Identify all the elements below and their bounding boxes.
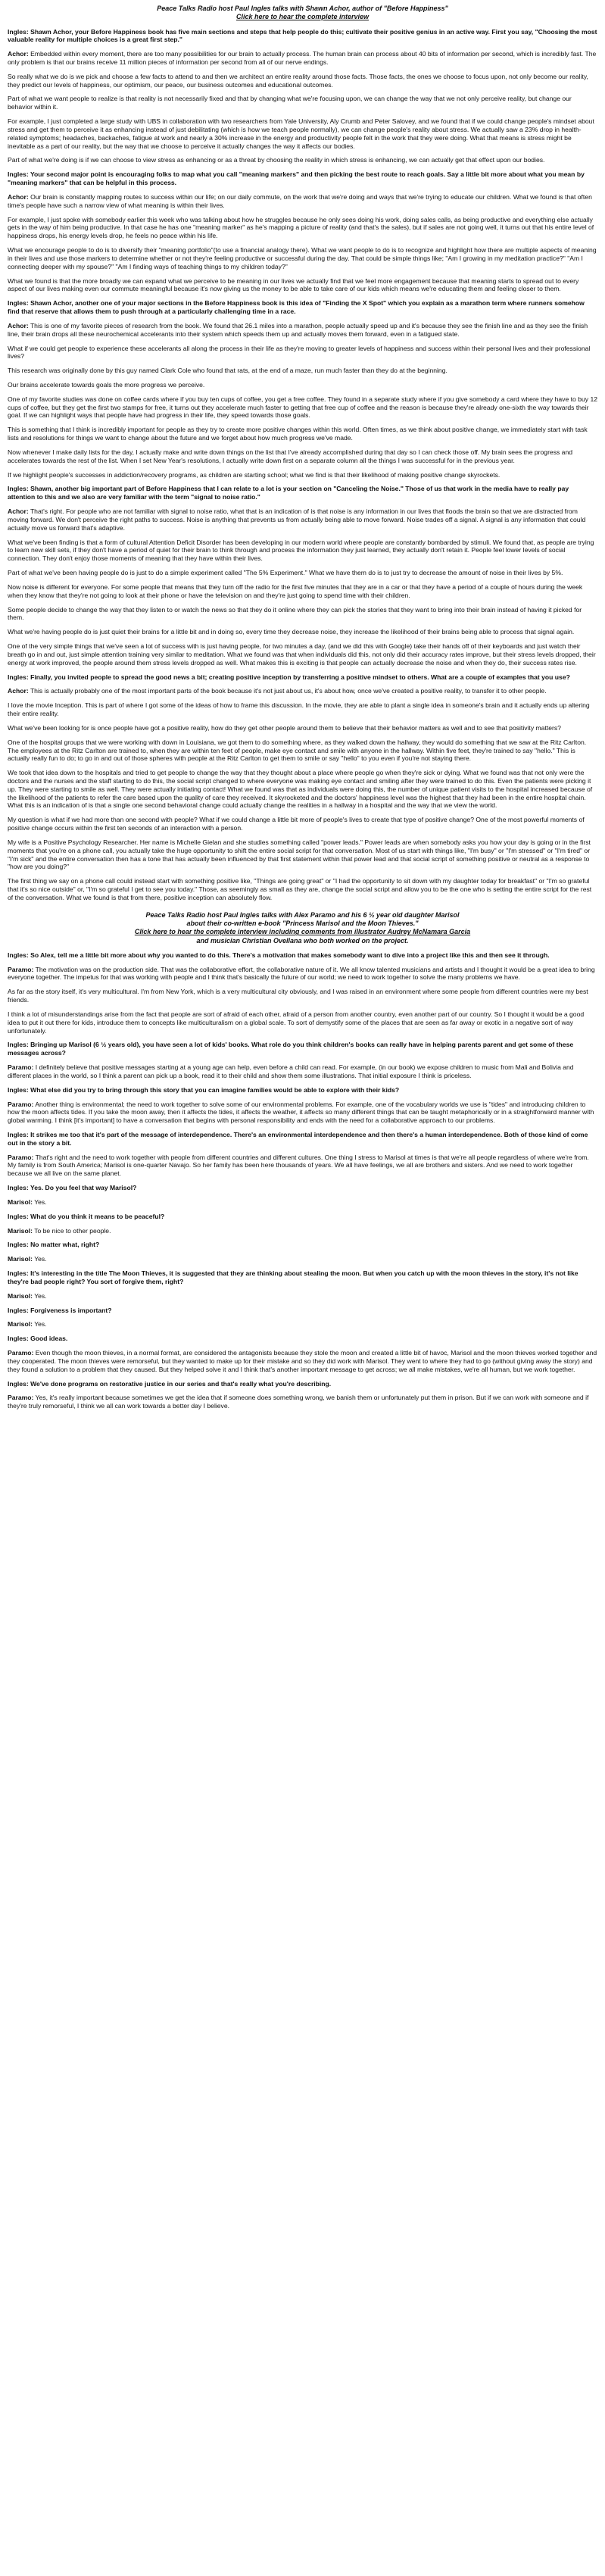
paragraph-text: Now noise is different for everyone. For some people that means that they turn off the radio for the first five minutes that they are in a car or that they have a period of a couple of hours during the week when they know that they're not going to look at their phone or have the television on and they're just going to spend time with their children. (8, 582, 583, 599)
paragraph-text: Another thing is environmental; the need to work together to solve some of our environmental problems. For example, one of the vocabulary worlds we use is "tides" and introducing children to how the moon affects tides. If you take the moon away, then it affects the tides, it affects the weather, it affects so many different things that can be taught metaphorically or in a straightforward manner with global warming. I think [it's important] to have a conversation that begins with personal responsibility and ends with the need for a collaborative approach to our problems. (8, 1100, 594, 1125)
answer-paragraph (8, 156, 597, 164)
speaker-label: Marisol: (8, 1255, 33, 1263)
paramo-complete-interview-link[interactable]: Click here to hear the complete interview including comments from illustrator Audrey McNamara Garcia (134, 928, 471, 936)
answer-paragraph (8, 277, 597, 294)
interviewer-question (8, 28, 597, 45)
paramo-interview-section (8, 911, 597, 1410)
paragraph-text: One of the very simple things that we've seen a lot of success with is just having people, for two minutes a day, (and we did this with Google) take their hands off of their keyboards and just watch their breath go in and out, just simple attention training very similar to meditation. What we found was that when individuals did this, not only did their accuracy rates improve, but their stress levels dropped, their energy at work improved, the people around them stress levels dropped as well. What makes this is exciting is that people can actually decrease the noise and when they do, their success rates rise. (8, 642, 596, 667)
speaker-label: Ingles: (8, 1335, 29, 1343)
answer-paragraph (8, 395, 597, 420)
speaker-label: Paramo: (8, 1100, 34, 1108)
interviewer-question (8, 299, 597, 316)
paragraph-text: I think a lot of misunderstandings arise from the fact that people are sort of afraid of each other, afraid of a person from another country, even another part of our country. So I thought it would be a good idea to put it out there for kids, introduce them to concepts like multiculturalism on a global scale. To sort of demystify some of the places that are seen as far away or exotic in a negative sort of way unfortunately. (8, 1010, 585, 1035)
paramo-transcript-body (8, 951, 597, 1410)
interviewer-question (8, 1241, 597, 1249)
paramo-header-subtitle: about their co-written e-book "Princess Marisol and the Moon Thieves." (186, 920, 419, 927)
answer-paragraph (8, 117, 597, 150)
paragraph-text: To be nice to other people. (34, 1226, 111, 1235)
answer-paragraph (8, 345, 597, 361)
answer-paragraph (8, 569, 597, 577)
paragraph-text: Part of what we want people to realize is that reality is not necessarily fixed and that by changing what we're focusing upon, we can change the way that we not only perceive reality, but change our behavior within it. (8, 95, 572, 111)
interviewee-answer (8, 1063, 597, 1080)
speaker-label: Ingles: (8, 1131, 29, 1138)
speaker-label: Marisol: (8, 1320, 33, 1329)
paragraph-text: Forgiveness is important? (30, 1306, 112, 1314)
answer-paragraph (8, 539, 597, 563)
paragraph-text: My wife is a Positive Psychology Researcher. Her name is Michelle Gielan and she studies something called "power leads." Power leads are when somebody asks you how your day is going or in the first moments that you're on a phone call, you actually take the huge opportunity to shift the entire social script for that conversation. Most of us start with things like, "I'm busy" or "I'm stressed" or "I'm tired" or "I'm sick" and the entire conversation then has a tone that has actually been influenced by that first statement within that power lead and that social script of something positive or neutral as a response to "how are you doing?" (8, 838, 591, 871)
answer-paragraph (8, 246, 597, 270)
paragraph-text: So really what we do is we pick and choose a few facts to attend to and then we architect an entire reality around those facts. Those facts, the ones we choose to focus upon, not only become our reality, they predict our levels of happiness, our optimism, our peace, our business outcomes and educational outcomes. (8, 72, 588, 89)
paragraph-text: That's right. For people who are not familiar with signal to noise ratio, what that is an indication of is that noise is any information in our lives that floods the brain so that we are distracted from moving forward. We don't perceive the right paths to success. Noise is anything that prevents us from actually being able to move forward. Noise trades off a signal. A signal is any information that could actually move us forward that's adaptive. (8, 507, 586, 532)
answer-paragraph (8, 642, 597, 667)
speaker-label: Ingles: (8, 951, 29, 959)
answer-paragraph (8, 769, 597, 810)
paragraph-text: Yes. (34, 1255, 47, 1263)
answer-paragraph (8, 583, 597, 600)
transcript-page (8, 0, 597, 1422)
speaker-label: Ingles: (8, 299, 29, 308)
achor-interview-section (8, 5, 597, 902)
interviewee-answer (8, 1154, 597, 1178)
answer-paragraph (8, 816, 597, 832)
interviewer-question (8, 1086, 597, 1094)
paragraph-text: Yes, it's really important because sometimes we get the idea that if someone does something wrong, we banish them or unfortunately put them in prison. But if we can work with someone and if they're truly remorseful, I think we all can work towards a better day I believe. (8, 1394, 589, 1410)
paragraph-text: I definitely believe that positive messages starting at a young age can help, even before a child can read. For example, (in our book) we expose children to music from Mali and Bolivia and different places in the world, so I think a parent can pick up a book, read it to their child and show them some illustrations. That initial exposure I think is priceless. (8, 1063, 574, 1079)
paragraph-text: Shawn Achor, your Before Happiness book has five main sections and steps that help people do this; cultivate their positive genius in an active way. First you say, "Choosing the most valuable reality for multiple choices is a great first step." (8, 27, 597, 44)
achor-complete-interview-link[interactable]: Click here to hear the complete interview (235, 13, 370, 21)
paragraph-text: Yes. (34, 1320, 47, 1329)
paragraph-text: What else did you try to bring through this story that you can imagine families would be able to explore with their kids? (30, 1085, 400, 1094)
interviewee-answer (8, 1101, 597, 1125)
paragraph-text: Yes. Do you feel that way Marisol? (30, 1184, 137, 1192)
paragraph-text: This research was originally done by this guy named Clark Cole who found that rats, at the end of a maze, run much faster than they do at the beginning. (8, 367, 448, 375)
answer-paragraph (8, 471, 597, 479)
paragraph-text: This is actually probably one of the most important parts of the book because it's not just about us, it's about how, once we've created a positive reality, to transfer it to other people. (30, 687, 547, 695)
interviewer-question (8, 1213, 597, 1221)
paragraph-text: My question is what if we had more than one second with people? What if we could change a little bit more of people's lives to create that type of positive change? One of the most powerful moments of positive change occurs within the first ten seconds of an interaction with a person. (8, 816, 585, 832)
speaker-label: Ingles: (8, 1041, 29, 1049)
paragraph-text: What we're having people do is just quiet their brains for a little bit and in doing so, every time they decrease noise, they increase the likelihood of their brains being able to process that signal again. (8, 628, 575, 636)
paragraph-text: I love the movie Inception. This is part of where I got some of the ideas of how to frame this discussion. In the movie, they are able to plant a single idea in someone's brain and it actually ends up altering their entire reality. (8, 701, 590, 718)
speaker-label: Ingles: (8, 1379, 29, 1388)
answer-paragraph (8, 95, 597, 111)
answer-paragraph (8, 628, 597, 636)
interviewee-answer (8, 1255, 597, 1263)
paragraph-text: Shawn Achor, another one of your major sections in the Before Happiness book is this idea of "Finding the X Spot" which you explain as a marathon term where runners somehow find that reserve that allows them to push through at a particularly challenging time in a race. (8, 299, 585, 316)
paragraph-text: No matter what, right? (30, 1241, 100, 1249)
paragraph-text: Our brain is constantly mapping routes to success within our life; on our daily commute, on the work that we're doing and ways that we're trying to educate our children. What we found is that often time's people have such a narrow view of what meaning is within their lives. (8, 192, 592, 209)
speaker-label: Paramo: (8, 1349, 34, 1357)
answer-paragraph (8, 367, 597, 375)
answer-paragraph (8, 838, 597, 871)
paragraph-text: What we've been finding is that a form of cultural Attention Deficit Disorder has been developing in our modern world where people are constantly bombarded by stimuli. We found that, as people are trying to learn new skill sets, if they don't have a period of quiet for their brain to think through and process the information they just learned, they actually don't retain it. People feel lower levels of social connection. They don't enjoy those moments of meaning that they have within their lives. (8, 538, 594, 563)
speaker-label: Paramo: (8, 1394, 34, 1402)
speaker-label: Achor: (8, 507, 29, 516)
speaker-label: Ingles: (8, 673, 29, 681)
interviewer-question (8, 951, 597, 960)
achor-header-title: Peace Talks Radio host Paul Ingles talks with Shawn Achor, author of "Before Happiness" (157, 5, 448, 12)
interviewer-question (8, 1380, 597, 1388)
paragraph-text: What if we could get people to experience these accelerants all along the process in their life as they're moving to greater levels of happiness and success within their personal lives and their professional lives? (8, 344, 591, 361)
paragraph-text: As far as the story itself, it's very multicultural. I'm from New York, which is a very multicultural city obviously, and I was raised in an environment where some people from different countries were my best friends. (8, 988, 588, 1004)
paragraph-text: Finally, you invited people to spread the good news a bit; creating positive inception by transferring a positive mindset to others. What are a couple of examples that you use? (30, 673, 570, 681)
paragraph-text: Part of what we're doing is if we can choose to view stress as enhancing or as a threat by choosing the reality in which stress is enhancing, we can actually get that effect upon our bodies. (8, 156, 545, 164)
answer-paragraph (8, 216, 597, 240)
paragraph-text: Yes. (34, 1291, 47, 1300)
speaker-label: Achor: (8, 321, 29, 329)
paragraph-text: For example, I just completed a large study with UBS in collaboration with two researchers from Yale University, Aly Crumb and Peter Salovey, and we found that if we could change people's mindset about stress and get them to perceive it as enhancing instead of just debilitating (which is how we teach people normally), we can change people's reality about stress. We actually saw a 23% drop in health-related symptoms; headaches, backaches, fatigue at work and nearly a 30% increase in the energy and productivity people felt in the work that they were doing. What that means is stress might be inevitable as a part of our reality, but the way that we choose to perceive it actually changes the way it affects our bodies. (8, 117, 594, 150)
paragraph-text: Shawn, another big important part of Before Happiness that I can relate to a lot is your section on "Canceling the Noise." Those of us that work in the media have to really pay attention to this and we also are very familiar with the term "signal to noise ratio." (8, 485, 569, 501)
paragraph-text: Some people decide to change the way that they listen to or watch the news so that they do it online where they can pick the stories that they want to bring into their brain instead of having it picked for them. (8, 605, 582, 622)
interviewee-answer (8, 322, 597, 339)
interviewee-answer (8, 50, 597, 67)
paramo-header-credits: and musician Christian Ovellana who both worked on the project. (196, 936, 409, 945)
interviewee-answer (8, 1349, 597, 1373)
answer-paragraph (8, 724, 597, 732)
interviewee-answer (8, 507, 597, 532)
speaker-label: Achor: (8, 50, 29, 58)
interviewee-answer (8, 966, 597, 982)
paragraph-text: We took that idea down to the hospitals and tried to get people to change the way that they thought about a place where people go when they're sick or dying. What we found was that not only were the doctors and the nurses and the staff starting to do this, the social script changed to where everyone was making eye contact and smiling after they were trained to do this. Even the patients were picking it up. They were starting to smile as well. They were actually initiating contact! What we found was that as individuals were doing this, the number of unique patient visits to the hospital increased because of the likelihood of the patients to refer the care based upon the quality of care they received. It skyrocketed and the doctors' happiness level was the highest that they had been in the entire hospital chain. What this is an indication of is that a single one second behavioral change could actually change the realities in a hallway in a hospital and the way that we view the world. (8, 769, 593, 810)
speaker-label: Marisol: (8, 1226, 33, 1235)
interviewer-question (8, 1184, 597, 1192)
interviewee-answer (8, 1227, 597, 1235)
paragraph-text: For example, I just spoke with somebody earlier this week who was talking about how he struggles because he only sees doing his work, doing sales calls, as being productive and everything else actually gets in the way of him being productive. In that case he has one "meaning marker" as he's mapping a picture of reality (and that's the sales), but if sales are not going well, it turns out that his entire level of happiness drops, his energy levels drop, he feels no peace within his life. (8, 215, 594, 240)
paragraph-text: The first thing we say on a phone call could instead start with something positive like, "Things are going great" or "I had the opportunity to sit down with my daughter today for breakfast" or "I'm so grateful that it's so nice outside" or, "I'm so grateful I get to see you today." Those, as seemingly as small as they are, change the social script and allow you to be the one who is setting the entire script for the rest of the conversation. What we found is that from there, positive inception can absolutely flow. (8, 877, 592, 901)
interviewer-question (8, 1269, 597, 1286)
speaker-label: Ingles: (8, 170, 29, 179)
speaker-label: Ingles: (8, 1212, 29, 1220)
speaker-label: Marisol: (8, 1291, 33, 1300)
speaker-label: Ingles: (8, 1184, 29, 1192)
speaker-label: Achor: (8, 687, 29, 695)
speaker-label: Ingles: (8, 27, 29, 36)
interviewee-answer (8, 1320, 597, 1329)
speaker-label: Ingles: (8, 1269, 29, 1278)
paragraph-text: Embedded within every moment, there are too many possibilities for our brain to actually process. The human brain can process about 40 bits of information per second, which is incredibly fast. The only problem is that our brains receive 11 million pieces of information per second from all of our nerve endings. (8, 50, 597, 66)
interviewee-answer (8, 193, 597, 210)
speaker-label: Ingles: (8, 1085, 29, 1094)
achor-interview-header (8, 5, 597, 22)
interviewer-question (8, 1335, 597, 1343)
speaker-label: Ingles: (8, 1241, 29, 1249)
interviewee-answer (8, 1198, 597, 1207)
paragraph-text: This is one of my favorite pieces of research from the book. We found that 26.1 miles into a marathon, people actually speed up and it's because they see the finish line and as they see the finish line, their brain drops all these neurochemical accelerants into their system which speeds them up and actually moves them forward, even in a fatigued state. (8, 321, 588, 338)
answer-paragraph (8, 988, 597, 1004)
answer-paragraph (8, 606, 597, 623)
paragraph-text: What do you think it means to be peaceful? (30, 1212, 165, 1220)
speaker-label: Ingles: (8, 1306, 29, 1314)
answer-paragraph (8, 426, 597, 442)
interviewer-question (8, 170, 597, 187)
answer-paragraph (8, 877, 597, 901)
speaker-label: Achor: (8, 192, 29, 201)
answer-paragraph (8, 448, 597, 465)
paragraph-text: Now whenever I make daily lists for the day, I actually make and write down things on the list that I've already accomplished during that day so I can check those off. My brain sees the progress and accelerates towards the rest of the list. When I set New Year's resolutions, I actually write down first on a separate column all the things I was successful for in the previous year. (8, 448, 573, 464)
speaker-label: Ingles: (8, 485, 29, 493)
paragraph-text: Yes. (34, 1197, 47, 1206)
interviewer-question (8, 1041, 597, 1057)
paragraph-text: So Alex, tell me a little bit more about why you wanted to do this. There's a motivation that makes somebody want to dive into a project like this and then see it through. (30, 951, 550, 959)
paragraph-text: What we found is that the more broadly we can expand what we perceive to be meaning in our lives we actually find that we feel more engagement because that meaning starts to spread out to every aspect of our lives making even our commute meaningful because it's now giving us the money to be able to take care of our kids which means we're educating them and feeling closer to them. (8, 276, 579, 293)
interviewer-question (8, 485, 597, 501)
interviewer-question (8, 673, 597, 682)
paragraph-text: That's right and the need to work together with people from different countries and different cultures. One thing I stress to Marisol at times is that we're all people regardless of where we're from. My family is from South America; Marisol is one-quarter Navajo. So her family has been here thousands of years. We all have feelings, we all are brothers and sisters. And we need to work together because we all live on the same planet. (8, 1153, 589, 1178)
paragraph-text: It's interesting in the title The Moon Thieves, it is suggested that they are thinking about stealing the moon. But when you catch up with the moon thieves in the story, it's not like they're bad people right? You sort of forgive them, right? (8, 1269, 578, 1285)
paragraph-text: What we've been looking for is once people have got a positive reality, how do they get other people around them to believe that their behavior matters as well and to see that positivity matters? (8, 723, 561, 732)
paragraph-text: Part of what we've been having people do is just to do a simple experiment called "The 5% Experiment." What we have them do is to just try to decrease the amount of noise in their lives by 5%. (8, 569, 563, 577)
speaker-label: Paramo: (8, 1153, 34, 1161)
paragraph-text: The motivation was on the production side. That was the collaborative effort, the collaborative nature of it. We all know talented musicians and artists and I thought it would be a great idea to bring everyone together. The impetus for that was working with people and I think that's basically the future of our world; we need to work together to solve the many problems we have. (8, 965, 595, 982)
answer-paragraph (8, 1010, 597, 1035)
interviewer-question (8, 1131, 597, 1147)
paragraph-text: Even though the moon thieves, in a normal format, are considered the antagonists because they stole the moon and created a little bit of havoc, Marisol and the moon thieves worked together and they cooperated. The moon thieves were remorseful, but they wanted to make up for their mistake and so they did work with Marisol. They went to where they had to go (without giving away the story) and they found a solution to a problem that they caused. But they helped solve it and I think that's another important message to get across; we all make mistakes, we're all human, but we work together. (8, 1349, 597, 1373)
paragraph-text: It strikes me too that it's part of the message of interdependence. There's an environmental interdependence and then there's a human interdependence. Both of those kind of come out in the story a bit. (8, 1131, 588, 1147)
answer-paragraph (8, 381, 597, 389)
paragraph-text: If we highlight people's successes in addiction/recovery programs, as children are starting school; what we find is that their likelihood of making positive change skyrockets. (8, 470, 501, 479)
paramo-interview-header (8, 911, 597, 945)
answer-paragraph (8, 73, 597, 89)
paragraph-text: Your second major point is encouraging folks to map what you call "meaning markers" and then picking the best route to reach goals. Say a little bit more about what you mean by "meaning markers" that can be helpful in this process. (8, 170, 585, 187)
speaker-label: Marisol: (8, 1197, 33, 1206)
paragraph-text: Good ideas. (30, 1335, 68, 1343)
speaker-label: Paramo: (8, 965, 34, 973)
paragraph-text: Bringing up Marisol (6 ½ years old), you have seen a lot of kids' books. What role do you think children's books can really have in helping parents parent and get some of these messages across? (8, 1041, 574, 1057)
answer-paragraph (8, 701, 597, 718)
paragraph-text: One of the hospital groups that we were working with down in Louisiana, we got them to do something where, as they walked down the hallway, they would do something that we saw at the Ritz Carlton. The employees at the Ritz Carlton are trained to, when they are within ten feet of people, make eye contact and smile with anyone in the hallway. Within five feet, they're trained to say "hello." This is actually really fun to do; to go in and out of those spheres with people at the Ritz Carlton to get them to smile or say "hello" to you even if you're not staying there. (8, 738, 587, 763)
interviewee-answer (8, 687, 597, 695)
paragraph-text: We've done programs on restorative justice in our series and that's really what you're describing. (30, 1379, 332, 1388)
paragraph-text: This is something that I think is incredibly important for people as they try to create more positive changes within this world. Often times, as we think about positive change, we immediately start with task lists and resolutions for things we want to change about the future and we forget about how much progress we've made. (8, 426, 588, 442)
paramo-header-title: Peace Talks Radio host Paul Ingles talks with Alex Paramo and his 6 ½ year old daughter Marisol (145, 910, 460, 919)
speaker-label: Paramo: (8, 1063, 34, 1072)
interviewee-answer (8, 1394, 597, 1410)
interviewer-question (8, 1307, 597, 1315)
answer-paragraph (8, 738, 597, 763)
paragraph-text: What we encourage people to do is to diversify their "meaning portfolio"(to use a financial analogy there). What we want people to do is to recognize and highlight how there are multiple aspects of meaning in their lives and use those markers to determine whether or not they're feeling productive or successful during the day. That could be simple things like; "Am I growing in my meditation practice?" "Am I connecting deeper with my spouse?" "Am I finding ways of teaching things to my children today?" (8, 246, 597, 270)
achor-transcript-body (8, 28, 597, 902)
interviewee-answer (8, 1292, 597, 1300)
paragraph-text: Our brains accelerate towards goals the more progress we perceive. (8, 381, 205, 389)
paragraph-text: One of my favorite studies was done on coffee cards where if you buy ten cups of coffee, you get a free coffee. They found in a separate study where if you give somebody a card where they have to buy 12 cups of coffee, but they get the first two stamps for free, it turns out they accelerate much faster to getting that free cup of coffee and the reason is because they're already one-sixth the way towards their goal. If we can highlight ways that people have had progress in their life, they speed towards those goals. (8, 395, 597, 420)
